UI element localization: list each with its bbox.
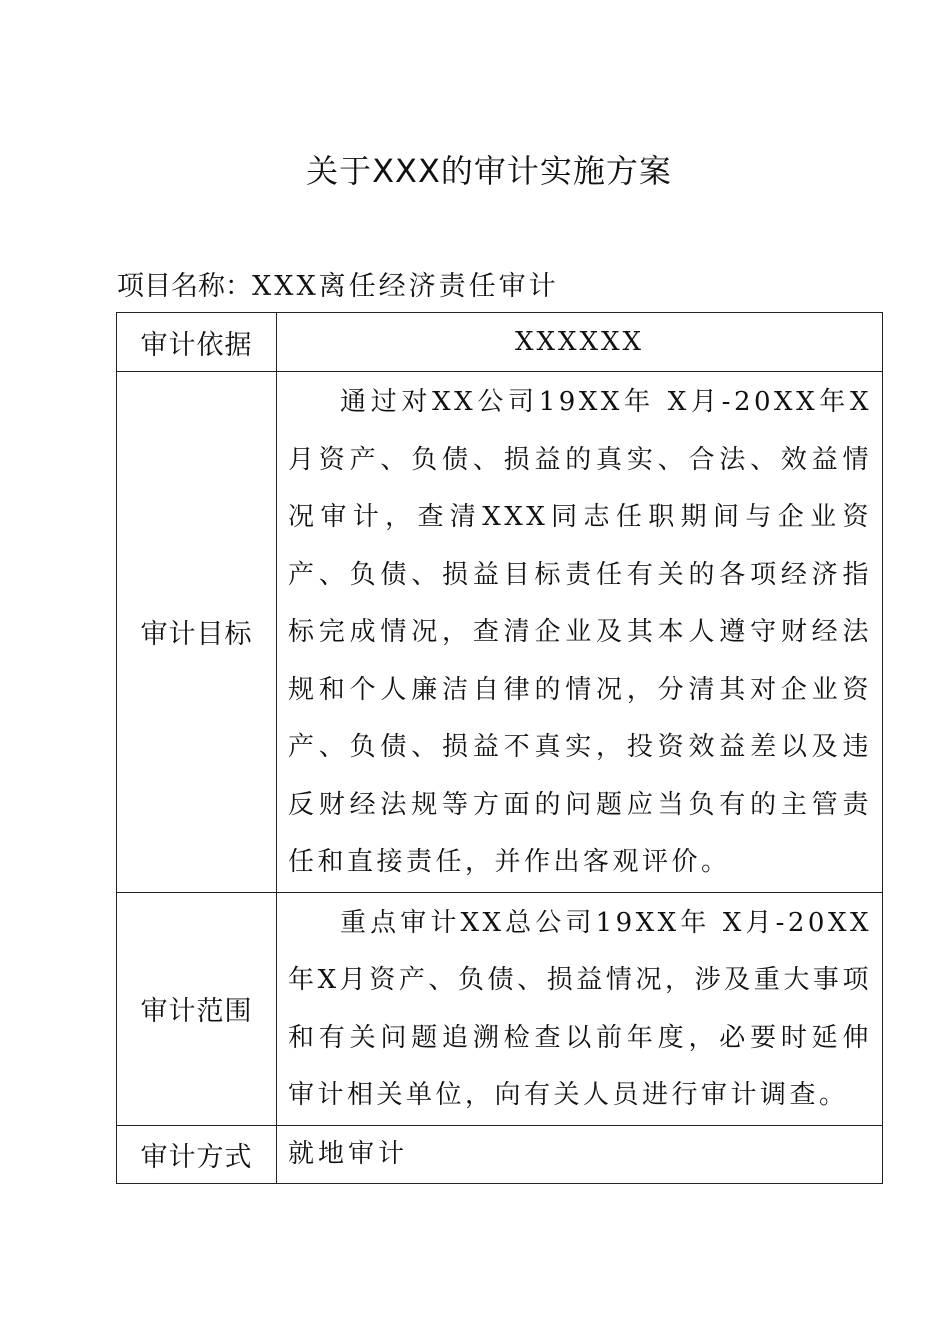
project-name-line xyxy=(117,266,559,307)
audit-basis-cell xyxy=(277,313,883,372)
audit-objective-label: 审计目标 xyxy=(117,372,277,893)
table-row-method xyxy=(117,1125,883,1183)
audit-objective-cell xyxy=(277,372,883,893)
document-title: 关于XXX的审计实施方案 xyxy=(306,152,672,190)
audit-method-label: 审计方式 xyxy=(117,1125,277,1183)
audit-scope-content: 重点审计XX总公司19XX年 X月-20XX年X月资产、负债、损益情况，涉及重大事项和有关问题追溯检查以前年度，必要时延伸审计相关单位，向有关人员进行审计调查。 xyxy=(288,907,872,1110)
table-row-objective xyxy=(117,372,883,893)
audit-method-cell xyxy=(277,1125,883,1183)
audit-scope-label: 审计范围 xyxy=(117,892,277,1125)
audit-plan-table xyxy=(116,312,883,1184)
audit-objective-content: 通过对XX公司19XX年 X月-20XX年X月资产、负债、损益的真实、合法、效益情况审计，查清XXX同志任职期间与企业资产、负债、损益目标责任有关的各项经济指标完成情况，查清企业及其本人遵守财经法规和个人廉洁自律的情况，分清其对企业资产、负债、损益不真实，投资效益差以及违反财经法规等方面的问题应当负有的主管责任和直接责任，并作出客观评价。 xyxy=(288,387,872,877)
audit-basis-content: XXXXXX xyxy=(514,327,645,357)
project-name-label: 项目名称： xyxy=(117,271,252,302)
project-name-value: XXX离任经济责任审计 xyxy=(252,271,559,302)
table-row-basis xyxy=(117,313,883,372)
audit-method-content: 就地审计 xyxy=(288,1139,409,1169)
audit-scope-cell xyxy=(277,892,883,1125)
table-row-scope xyxy=(117,892,883,1125)
audit-basis-label: 审计依据 xyxy=(117,313,277,372)
